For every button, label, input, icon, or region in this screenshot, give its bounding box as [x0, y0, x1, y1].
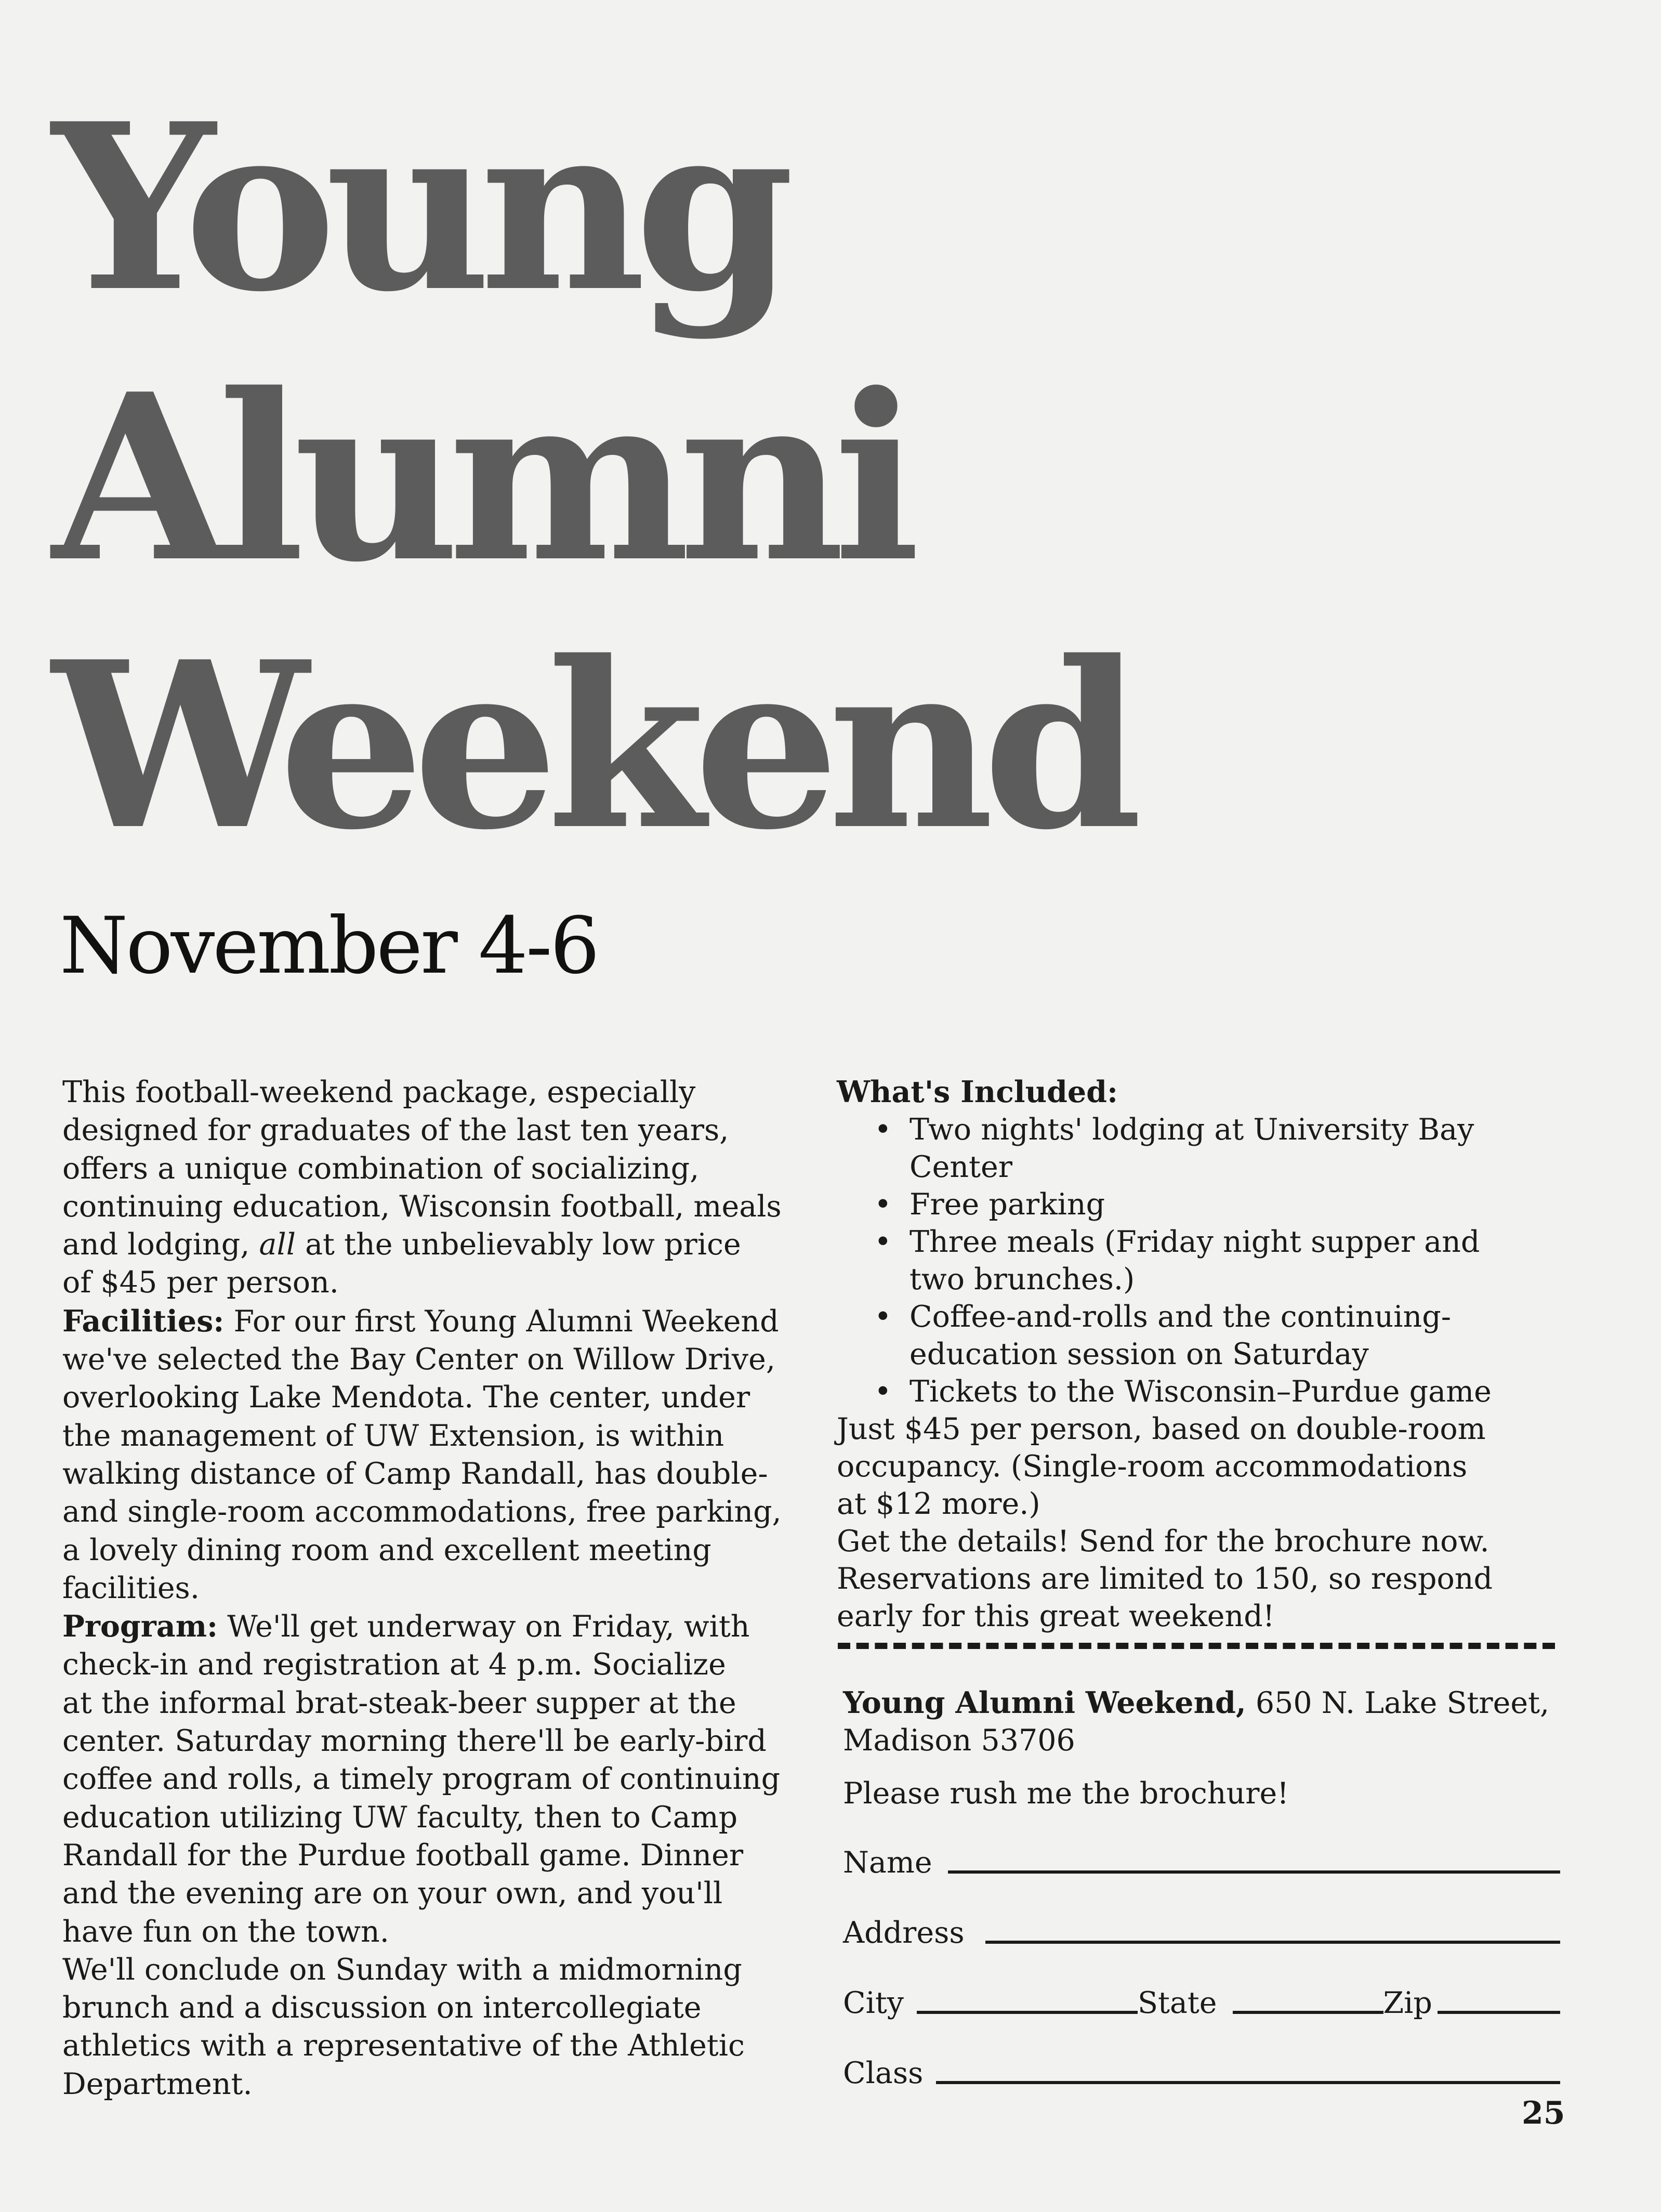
intro-line: and lodging, all at the unbelievably low price [62, 1227, 741, 1262]
included-column [837, 1074, 1564, 1635]
zip-field[interactable] [1438, 2011, 1560, 2014]
conclude-line: Department. [62, 2066, 253, 2101]
form-city-line: Madison 53706 [843, 1723, 1075, 1758]
program-line: education utilizing UW faculty, then to Camp [62, 1800, 738, 1835]
included-list [837, 1111, 1564, 1410]
name-label: Name [843, 1845, 932, 1880]
intro-line: continuing education, Wisconsin football, meals [62, 1189, 782, 1224]
name-field[interactable] [948, 1870, 1560, 1874]
class-row [843, 2056, 1560, 2090]
conclude-line: brunch and a discussion on intercollegiate [62, 1991, 702, 2025]
program-line: coffee and rolls, a timely program of continuing [62, 1762, 781, 1797]
facilities-line: overlooking Lake Mendota. The center, under [62, 1380, 750, 1415]
details-line: Reservations are limited to 150, so respond [837, 1562, 1493, 1596]
facilities-line: a lovely dining room and excellent meeting [62, 1533, 711, 1567]
form-rush-line: Please rush me the brochure! [843, 1776, 1289, 1811]
page-number: 25 [1522, 2095, 1565, 2131]
program-line: and the evening are on your own, and you'll [62, 1876, 723, 1911]
title-line-alumni: Alumni [52, 344, 909, 612]
city-field[interactable] [917, 2011, 1138, 2014]
list-item: • Three meals (Friday night supper and two brunches.) [909, 1223, 1564, 1298]
facilities-label: Facilities: [62, 1303, 225, 1339]
list-item: • Tickets to the Wisconsin–Purdue game [909, 1373, 1564, 1410]
intro-line: of $45 per person. [62, 1265, 339, 1300]
price-line: Just $45 per person, based on double-room [837, 1412, 1486, 1446]
event-dates: November 4-6 [60, 901, 598, 991]
class-label: Class [843, 2056, 924, 2090]
facilities-line: and single-room accommodations, free parking, [62, 1495, 782, 1529]
program-line: at the informal brat-steak-beer supper at the [62, 1685, 736, 1720]
facilities-line: Facilities: For our first Young Alumni Weekend [62, 1303, 779, 1339]
emphasis-all: all [259, 1227, 296, 1262]
description-column [62, 1074, 800, 2103]
cut-line-divider [838, 1643, 1555, 1649]
form-address-line: Young Alumni Weekend, 650 N. Lake Street, [843, 1685, 1550, 1720]
program-line: have fun on the town. [62, 1914, 389, 1949]
details-line: Get the details! Send for the brochure now. [837, 1524, 1489, 1559]
address-field[interactable] [985, 1941, 1560, 1944]
list-item: • Two nights' lodging at University Bay Center [909, 1111, 1564, 1186]
state-field[interactable] [1233, 2011, 1383, 2014]
list-item: • Coffee-and-rolls and the continuing- education session on Saturday [909, 1298, 1564, 1373]
city-state-zip-row [843, 1986, 1560, 2020]
bullet-icon: • [874, 1225, 892, 1259]
conclude-line: We'll conclude on Sunday with a midmorning [62, 1952, 742, 1987]
conclude-line: athletics with a representative of the Athletic [62, 2028, 745, 2063]
address-row [843, 1916, 1560, 1950]
details-line: early for this great weekend! [837, 1599, 1275, 1633]
bullet-icon: • [874, 1375, 892, 1409]
program-line: Randall for the Purdue football game. Dinner [62, 1838, 744, 1873]
facilities-line: walking distance of Camp Randall, has double- [62, 1456, 768, 1491]
intro-line: This football-weekend package, especially [62, 1075, 696, 1109]
facilities-line: the management of UW Extension, is within [62, 1418, 724, 1453]
program-line: Program: We'll get underway on Friday, with [62, 1609, 750, 1644]
form-org-name: Young Alumni Weekend, [843, 1685, 1246, 1720]
price-line: at $12 more.) [837, 1487, 1040, 1521]
zip-label: Zip [1383, 1986, 1432, 2020]
program-line: center. Saturday morning there'll be early-bird [62, 1724, 767, 1759]
intro-line: offers a unique combination of socializing, [62, 1151, 700, 1186]
brochure-request-form [843, 1684, 1560, 2090]
program-label: Program: [62, 1609, 218, 1644]
title-line-young: Young [52, 73, 783, 342]
facilities-line: facilities. [62, 1570, 200, 1605]
bullet-icon: • [874, 1300, 892, 1334]
included-heading: What's Included: [837, 1075, 1118, 1109]
bullet-icon: • [874, 1187, 892, 1222]
class-field[interactable] [936, 2081, 1560, 2084]
list-item: • Free parking [909, 1186, 1564, 1223]
program-line: check-in and registration at 4 p.m. Socialize [62, 1647, 726, 1682]
address-label: Address [843, 1916, 965, 1950]
price-line: occupancy. (Single-room accommodations [837, 1449, 1468, 1484]
state-label: State [1137, 1986, 1217, 2020]
facilities-line: we've selected the Bay Center on Willow Drive, [62, 1342, 775, 1377]
name-row [843, 1845, 1560, 1880]
bullet-icon: • [874, 1112, 892, 1147]
title-line-weekend: Weekend [52, 611, 1131, 880]
intro-line: designed for graduates of the last ten years, [62, 1113, 729, 1148]
city-label: City [843, 1986, 904, 2020]
